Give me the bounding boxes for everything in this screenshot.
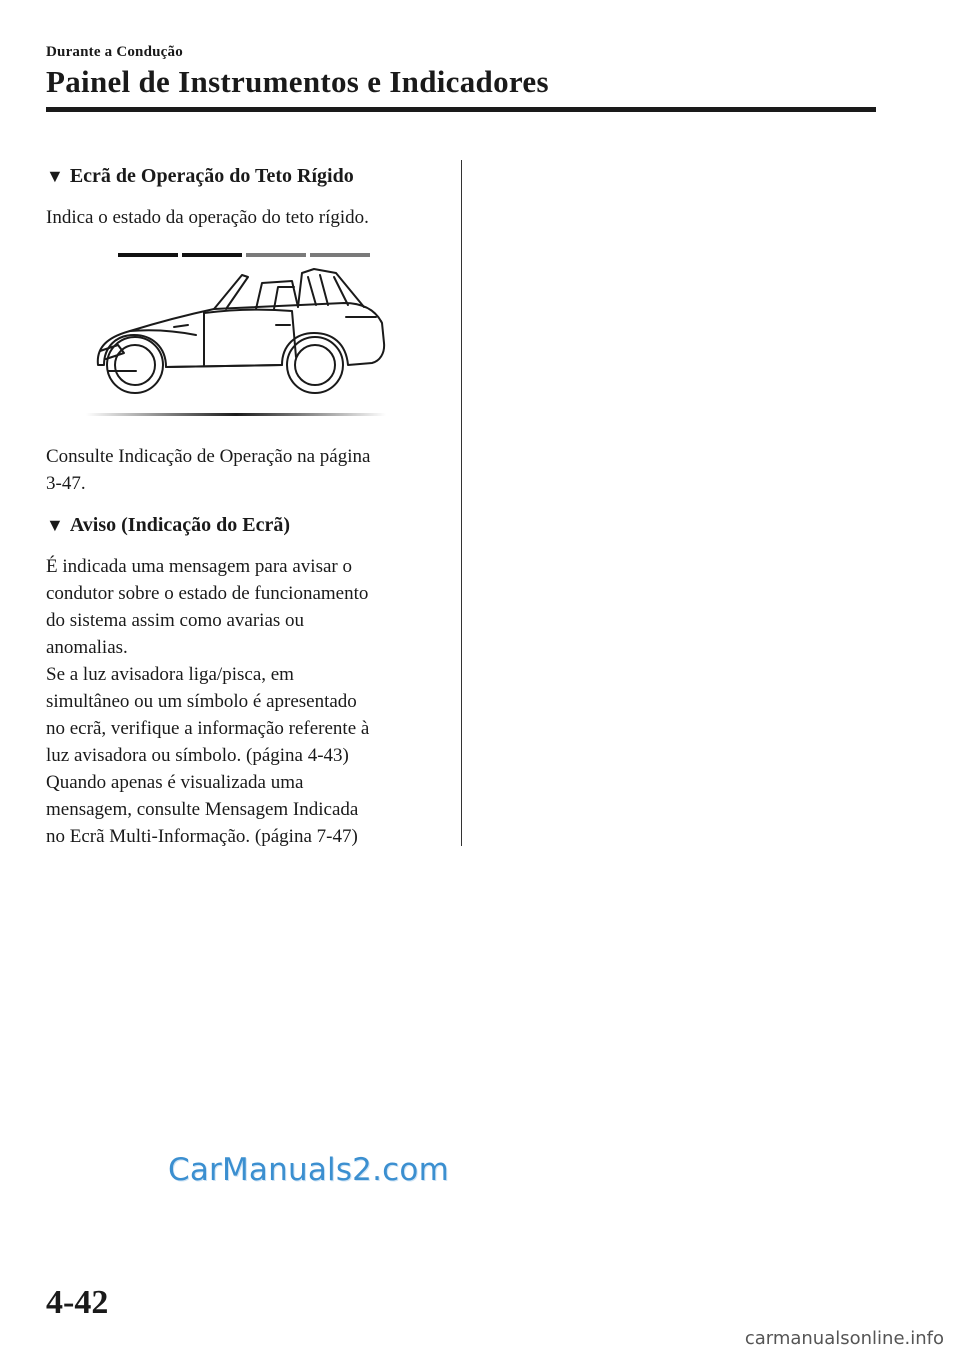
- hardtop-progress-bar: [118, 253, 370, 257]
- warning-body: [46, 553, 446, 850]
- section-heading-hardtop: [46, 162, 446, 190]
- warning-line: no ecrã, verifique a informação referente à: [46, 718, 370, 739]
- warning-line: Quando apenas é visualizada uma: [46, 772, 304, 793]
- footer-site-link[interactable]: carmanualsonline.info: [744, 1328, 944, 1349]
- hardtop-reference-line-2: 3-47.: [46, 473, 86, 494]
- warning-line: anomalias.: [46, 637, 128, 658]
- warning-line: mensagem, consulte Mensagem Indicada: [46, 799, 359, 820]
- progress-segment-done: [118, 253, 178, 257]
- triangle-marker-icon: ▼: [46, 166, 64, 186]
- section-heading-warning: [46, 511, 446, 539]
- header-rule: [46, 107, 876, 112]
- column-divider: [461, 160, 462, 846]
- hardtop-car-icon: [46, 247, 446, 437]
- section-heading-text: Ecrã de Operação do Teto Rígido: [69, 165, 354, 187]
- hardtop-reference-line-1: Consulte Indicação de Operação na página: [46, 446, 371, 467]
- warning-line: simultâneo ou um símbolo é apresentado: [46, 691, 357, 712]
- watermark-logo: CarManuals2.com: [168, 1152, 449, 1188]
- hardtop-figure: [46, 247, 446, 437]
- ground-line: [86, 413, 386, 416]
- left-column: [46, 160, 446, 850]
- chapter-title: Painel de Instrumentos e Indicadores: [46, 64, 549, 99]
- warning-line: Se a luz avisadora liga/pisca, em: [46, 664, 294, 685]
- warning-line: no Ecrã Multi-Informação. (página 7-47): [46, 826, 358, 847]
- triangle-marker-icon: ▼: [46, 515, 64, 535]
- warning-line: luz avisadora ou símbolo. (página 4-43): [46, 745, 349, 766]
- warning-line: É indicada uma mensagem para avisar o: [46, 556, 352, 577]
- hardtop-intro: Indica o estado da operação do teto rígido.: [46, 207, 369, 228]
- progress-segment-pending: [246, 253, 306, 257]
- warning-line: do sistema assim como avarias ou: [46, 610, 305, 631]
- section-heading-text: Aviso (Indicação do Ecrã): [69, 514, 291, 536]
- hardtop-reference: [46, 443, 446, 497]
- progress-segment-done: [182, 253, 242, 257]
- progress-segment-pending: [310, 253, 370, 257]
- page-number: 4-42: [46, 1284, 109, 1321]
- section-label: Durante a Condução: [46, 44, 183, 60]
- warning-line: condutor sobre o estado de funcionamento: [46, 583, 369, 604]
